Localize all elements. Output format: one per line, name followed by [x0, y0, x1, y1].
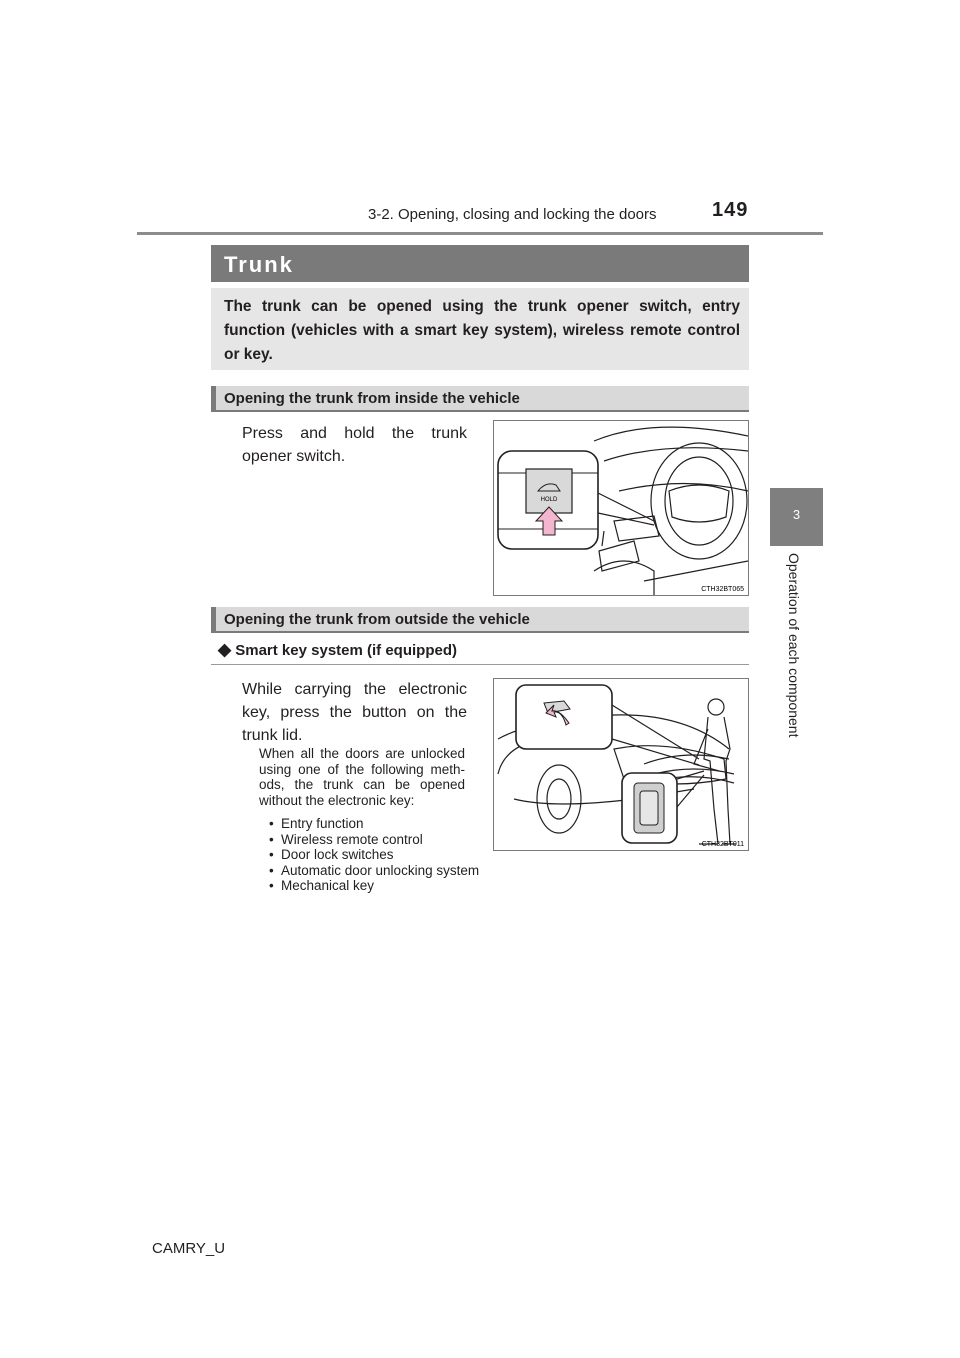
- list-item: • Mechanical key: [259, 878, 559, 894]
- subheading-smart-key-text: Smart key system (if equipped): [235, 642, 457, 659]
- figure-code-inside: CTH32BT065: [701, 586, 744, 593]
- figure-smart-key-trunk: [493, 678, 749, 851]
- subheading-divider: [211, 664, 749, 665]
- list-item: • Entry function: [259, 816, 559, 832]
- note-text: When all the doors are unlocked using one of the following meth-ods, the trunk can be opened without the electronic key:: [259, 746, 465, 808]
- page-number: 149: [712, 199, 749, 221]
- header-divider: [137, 232, 823, 235]
- diamond-icon: ◆: [218, 640, 232, 659]
- intro-text: The trunk can be opened using the trunk opener switch, entry function (vehicles with a smart key system), wireless remote control or key.: [224, 298, 740, 363]
- section-breadcrumb: 3-2. Opening, closing and locking the doors: [368, 206, 657, 223]
- footer-model-code: CAMRY_U: [152, 1240, 226, 1257]
- section-heading-rule-inside: [211, 410, 749, 412]
- car-rear-illustration: [494, 679, 748, 850]
- section-heading-rule-outside: [211, 631, 749, 633]
- section-heading-outside: Opening the trunk from outside the vehicle: [224, 611, 530, 628]
- list-item: • Door lock switches: [259, 847, 559, 863]
- hold-label: HOLD: [540, 497, 558, 503]
- subheading-smart-key: [218, 640, 457, 660]
- page-title: Trunk: [224, 252, 294, 277]
- figure-trunk-opener-switch: [493, 420, 749, 596]
- list-item: • Automatic door unlocking system: [259, 863, 559, 879]
- instruction-inside: Press and hold the trunk opener switch.: [242, 425, 467, 465]
- list-item: • Wireless remote control: [259, 832, 559, 848]
- instruction-outside: While carrying the electronic key, press the button on the trunk lid.: [242, 681, 467, 744]
- figure-code-outside: CTH32BT011: [701, 841, 744, 848]
- section-heading-inside: Opening the trunk from inside the vehicle: [224, 390, 520, 407]
- chapter-number: 3: [792, 507, 801, 522]
- dashboard-illustration: [494, 421, 748, 595]
- chapter-label: Operation of each component: [786, 553, 802, 738]
